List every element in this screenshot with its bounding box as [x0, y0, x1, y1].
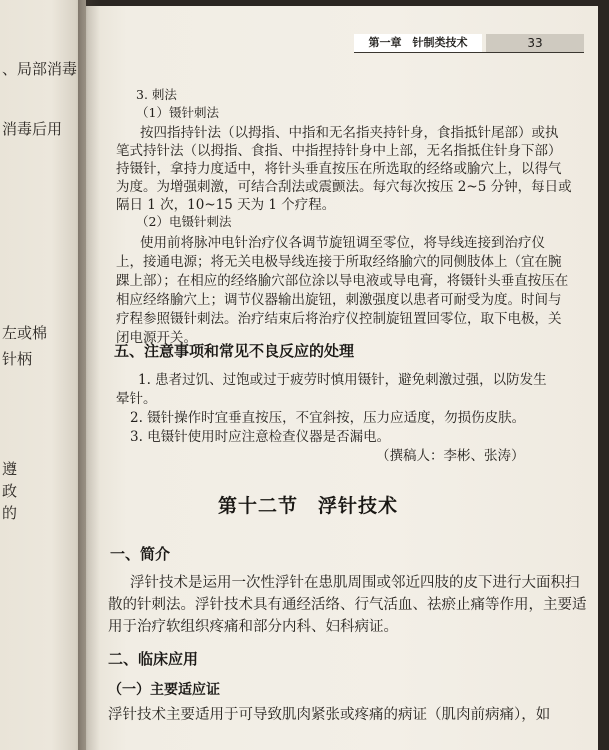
paragraph-line: 相应经络腧穴上；调节仪器输出旋钮，刺激强度以患者可耐受为度。时间与	[116, 292, 562, 308]
left-page-line: 政	[2, 482, 18, 500]
list-item: 晕针。	[116, 391, 157, 407]
left-page-line: 遵	[2, 460, 18, 478]
book-page	[86, 6, 598, 750]
paragraph-line: 使用前将脉冲电针治疗仪各调节旋钮调至零位，将导线连接到治疗仪	[140, 235, 545, 251]
paragraph-line: 闭电源开关。	[116, 330, 197, 346]
left-page-line: 、局部消毒	[2, 60, 78, 78]
author-credit: （撰稿人：李彬、张涛）	[376, 448, 525, 464]
section-heading: 五、注意事项和常见不良反应的处理	[114, 342, 355, 360]
list-item: 2. 镊针操作时宜垂直按压，不宜斜按，压力应适度，勿损伤皮肤。	[130, 410, 526, 426]
left-page-line: 左或棉	[2, 324, 48, 342]
subsection-heading: （2）电镊针刺法	[136, 214, 232, 229]
paragraph-line: 用于治疗软组织疼痛和部分内科、妇科病证。	[108, 619, 398, 635]
paragraph-line: 上，接通电源；将无关电极导线连接于所取经络腧穴的同侧肢体上（宜在腕	[116, 254, 562, 270]
paragraph-line: 持镊针，拿持力度适中，将针头垂直按压在所选取的经络或腧穴上，以得气	[116, 161, 562, 177]
paragraph-line: 为度。为增强刺激，可结合刮法或震颤法。每穴每次按压 2~5 分钟，每日或	[116, 179, 572, 195]
section-title: 第十二节 浮针技术	[218, 495, 399, 517]
subsection-heading: 3. 刺法	[136, 87, 177, 102]
paragraph-line: 按四指持针法（以拇指、中指和无名指夹持针身，食指抵针尾部）或执	[140, 125, 559, 141]
section-heading: 二、临床应用	[108, 650, 199, 668]
subsection-heading: （1）镊针刺法	[136, 105, 219, 120]
list-item: 3. 电镊针使用时应注意检查仪器是否漏电。	[130, 429, 391, 445]
left-page-line: 针柄	[2, 350, 33, 368]
list-item: 1. 患者过饥、过饱或过于疲劳时慎用镊针，避免刺激过强，以防发生	[138, 372, 547, 388]
paragraph-line: 散的针刺法。浮针技术具有通经活络、行气活血、祛瘀止痛等作用，主要适	[108, 597, 587, 613]
section-heading: 一、简介	[110, 545, 171, 563]
page-number: 33	[486, 34, 584, 52]
paragraph-line: 踝上部）；在相应的经络腧穴部位涂以导电液或导电膏，将镊针头垂直按压在	[116, 273, 569, 289]
paragraph-line: 浮针技术是运用一次性浮针在患肌周围或邻近四肢的皮下进行大面积扫	[130, 575, 580, 591]
left-page-line: 的	[2, 504, 18, 522]
left-page-line: 消毒后用	[2, 120, 63, 138]
paragraph-line: 笔式持针法（以拇指、食指、中指捏持针身中上部，无名指抵住针身下部）	[116, 143, 562, 159]
paragraph-line: 浮针技术主要适用于可导致肌肉紧张或疼痛的病证（肌肉前病痛），如	[108, 707, 551, 723]
chapter-title: 第一章 针制类技术	[354, 34, 482, 52]
paragraph-line: 隔日 1 次，10~15 天为 1 个疗程。	[116, 197, 336, 213]
left-facing-page	[0, 0, 86, 750]
paragraph-line: 疗程参照镊针刺法。治疗结束后将治疗仪控制旋钮置回零位，取下电极，关	[116, 311, 562, 327]
subsection-heading: （一）主要适应证	[108, 682, 220, 698]
running-header	[354, 34, 584, 53]
